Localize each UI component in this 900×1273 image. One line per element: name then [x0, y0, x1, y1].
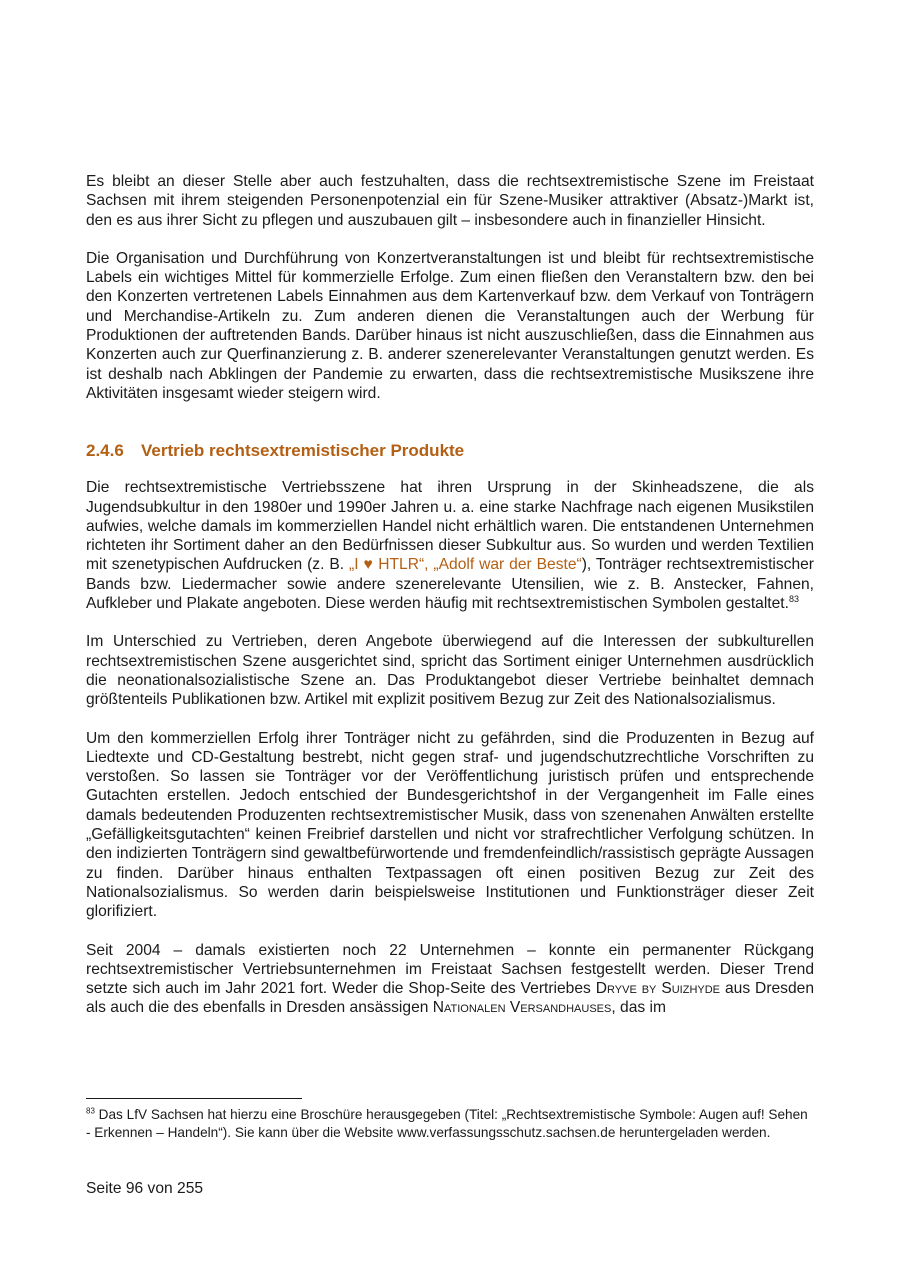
- vendor-name-2: Nationalen Versandhauses: [432, 999, 612, 1017]
- paragraph-3-text-b: ), Tonträger rechtsextremistischer Bands bzw. Liedermacher sowie andere szenerelevante Utensilien, wie z. B. Anstecker, Fahnen, Aufkleber und Plakate angeboten. Diese werden häufig mit rechtsextremistischen Symbolen gestaltet.: [86, 556, 814, 613]
- section-title: Vertrieb rechtsextremistischer Produkte: [141, 441, 465, 461]
- paragraph-2: Die Organisation und Durchführung von Konzertveranstaltungen ist und bleibt für rechtsextremistische Labels ein wichtiges Mittel für kommerzielle Erfolge. Zum einen fließen den Veranstaltern bzw. den bei den Konzerten vertretenen Labels Einnahmen aus dem Kartenverkauf bzw. dem Verkauf von Tonträgern und Merchandise-Artikeln zu. Zum anderen dienen die Veranstaltungen auch der Werbung für Produktionen der auftretenden Bands. Darüber hinaus ist nicht auszuschließen, dass die Einnahmen aus Konzerten auch zur Querfinanzierung z. B. anderer szenerelevanter Veranstaltungen genutzt werden. Es ist deshalb nach Abklingen der Pandemie zu erwarten, dass die rechtsextremistische Musikszene ihre Aktivitäten insgesamt wieder steigern wird.: [86, 249, 814, 402]
- footnote-divider: [86, 1098, 302, 1099]
- paragraph-4: Im Unterschied zu Vertrieben, deren Angebote überwiegend auf die Interessen der subkulturellen rechtsextremistischen Szene ausgerichtet sind, spricht das Sortiment einiger Unternehmen ausdrücklich die neonationalsozialistische Szene an. Das Produktangebot dieser Vertriebe beinhaltet demnach größtenteils Publikationen bzw. Artikel mit explizit positivem Bezug zur Zeit des Nationalsozialismus.: [86, 633, 814, 709]
- paragraph-6: [86, 941, 814, 1018]
- footnote-marker: 83: [86, 1106, 95, 1116]
- footnote-text: Das LfV Sachsen hat hierzu eine Broschüre herausgegeben (Titel: „Rechtsextremistische Symbole: Augen auf! Sehen - Erkennen – Handeln“). Sie kann über die Website www.verfassungsschutz.sachsen.de heruntergeladen werden.: [86, 1107, 808, 1140]
- paragraph-6-text-c: , das im: [611, 999, 666, 1017]
- paragraph-3-text-a: Die rechtsextremistische Vertriebsszene hat ihren Ursprung in der Skinheadszene, die als Jugendsubkultur in den 1980er und 1990er Jahren u. a. eine starke Nachfrage nach eigenen Musikstilen aufwies, welche damals im kommerziellen Handel nicht erhältlich waren. Die entstandenen Unternehmen richteten ihr Sortiment daher an den Bedürfnissen dieser Subkultur aus. So wurden und werden Textilien mit szenetypischen Aufdrucken (z. B.: [86, 479, 814, 574]
- section-number: 2.4.6: [86, 441, 124, 461]
- slogan-quote: „I ♥ HTLR“, „Adolf war der Beste“: [349, 556, 582, 574]
- paragraph-6-text-a: Seit 2004 – damals existierten noch 22 Unternehmen – konnte ein permanenter Rückgang rechtsextremistischer Vertriebsunternehmen im Freistaat Sachsen festgestellt werden. Dieser Trend setzte sich auch im Jahr 2021 fort. Weder die Shop-Seite des Vertriebes: [86, 941, 814, 998]
- page-body: [86, 172, 814, 1018]
- page-number: Seite 96 von 255: [86, 1180, 204, 1197]
- footnote-reference: 83: [788, 593, 799, 604]
- section-heading: [86, 440, 814, 462]
- paragraph-6-text-b: aus Dresden als auch die des ebenfalls in Dresden ansässigen: [86, 980, 814, 1017]
- paragraph-1: Es bleibt an dieser Stelle aber auch festzuhalten, dass die rechtsextremistische Szene im Freistaat Sachsen mit ihrem steigenden Personenpotenzial ein für Szene-Musiker attraktiver (Absatz-)Markt ist, den es aus ihrer Sicht zu pflegen und auszubauen gilt – insbesondere auch in finanzieller Hinsicht.: [86, 173, 814, 229]
- vendor-name-1: Dryve by Suizhyde: [595, 980, 721, 998]
- footnote: [86, 1106, 814, 1142]
- paragraph-5: Um den kommerziellen Erfolg ihrer Tonträger nicht zu gefährden, sind die Produzenten in Bezug auf Liedtexte und CD-Gestaltung bestrebt, nicht gegen straf- und jugendschutzrechtliche Vorschriften zu verstoßen. So lassen sie Tonträger vor der Veröffentlichung juristisch prüfen und entsprechende Gutachten erstellen. Jedoch entschied der Bundesgerichtshof in der Vergangenheit im Falle eines damals bedeutenden Produzenten rechtsextremistischer Musik, dass von szenenahen Anwälten erstellte „Gefälligkeitsgutachten“ keinen Freibrief darstellen und nicht vor strafrechtlicher Verfolgung schützen. In den indizierten Tonträgern sind gewaltbefürwortende und fremdenfeindlich/rassistisch geprägte Aussagen zu finden. Darüber hinaus enthalten Textpassagen oft einen positiven Bezug zur Zeit des Nationalsozialismus. So werden darin beispielsweise Institutionen und Funktionsträger dieser Zeit glorifiziert.: [86, 729, 814, 921]
- paragraph-3: [86, 478, 814, 613]
